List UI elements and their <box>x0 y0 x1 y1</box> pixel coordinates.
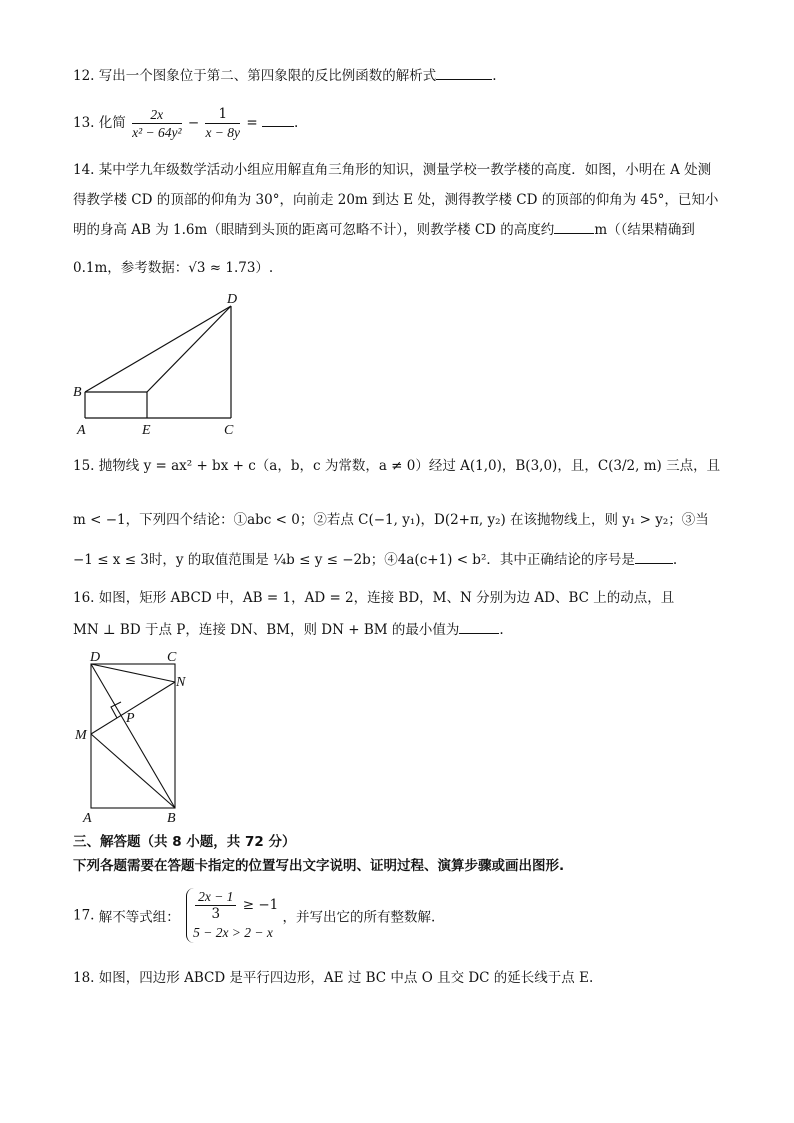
q13-f2-denominator: x − 8y <box>205 125 241 140</box>
q16-line-BD <box>91 664 175 808</box>
q14-line-2 <box>73 190 718 210</box>
q12-period: . <box>492 68 497 84</box>
q17-inequality-2: 5 − 2x > 2 − x <box>193 925 273 940</box>
q13-number: 13. <box>73 115 95 131</box>
q16-line-MN <box>91 682 175 734</box>
q16-label-P: P <box>126 711 135 726</box>
q17-inequality-1 <box>193 888 278 923</box>
q16-label-A: A <box>83 811 92 826</box>
q16-line-DN <box>91 664 175 682</box>
q18-text: 如图，四边形 ABCD 是平行四边形，AE 过 BC 中点 O 且交 DC 的延长线于点 E. <box>98 970 594 986</box>
q13-answer-blank[interactable] <box>262 114 294 127</box>
q14-label-C: C <box>224 423 234 438</box>
q17-ineq1-numerator: 2x − 1 <box>195 888 236 906</box>
q15-text-3: −1 ≤ x ≤ 3时，y 的取值范围是 ¼b ≤ y ≤ −2b；④4a(c+1) < b²．其中正确结论的序号是 <box>73 552 635 568</box>
q14-text-2: 得教学楼 CD 的顶部的仰角为 30°，向前走 20m 到达 E 处，测得教学楼 CD 的顶部的仰角为 45°，已知小 <box>73 192 719 208</box>
q16-number: 16. <box>73 590 95 606</box>
q12-number: 12. <box>73 68 95 84</box>
q16-period: . <box>499 622 504 638</box>
q17-suffix: ，并写出它的所有整数解. <box>282 909 436 926</box>
section-3-instruction: 下列各题需要在答题卡指定的位置写出文字说明、证明过程、演算步骤或画出图形. <box>73 858 565 874</box>
q16-text-1: 如图，矩形 ABCD 中，AB = 1，AD = 2，连接 BD，M、N 分别为边 AD、BC 上的动点，且 <box>98 590 675 606</box>
q16-label-B: B <box>167 811 176 826</box>
q17-inequality-system <box>186 888 278 943</box>
q14-label-E: E <box>142 423 151 438</box>
q14-label-A: A <box>77 423 86 438</box>
q16-label-D: D <box>90 650 101 665</box>
q14-text-4: 0.1m，参考数据：√3 ≈ 1.73）. <box>73 260 274 276</box>
q16-right-angle-mark <box>111 702 121 718</box>
q15-text-1: 抛物线 y = ax² + bx + c（a，b，c 为常数，a ≠ 0）经过 A(1,0)，B(3,0)，且，C(3/2, m) 三点，且 <box>98 458 721 474</box>
q17-number: 17. <box>73 907 95 924</box>
q14-label-D: D <box>227 292 238 307</box>
q14-number: 14. <box>73 162 95 178</box>
q18-number: 18. <box>73 970 95 986</box>
q14-text-3: 明的身高 AB 为 1.6m（眼睛到头顶的距离可忽略不计），则教学楼 CD 的高度约 <box>73 222 555 238</box>
q16-label-M: M <box>75 728 87 743</box>
q14-answer-blank[interactable] <box>554 221 594 234</box>
q15-text-2: m < −1，下列四个结论：①abc < 0；②若点 C(−1, y₁)，D(2+π, y₂) 在该抛物线上，则 y₁ > y₂；③当 <box>73 512 709 528</box>
q17-prefix: 解不等式组： <box>98 909 180 926</box>
question-17 <box>73 888 435 943</box>
q16-figure <box>70 646 200 826</box>
q13-prefix: 化简 <box>98 115 126 131</box>
q16-line-2 <box>73 620 504 640</box>
q16-text-2: MN ⊥ BD 于点 P，连接 DN、BM，则 DN + BM 的最小值为 <box>73 622 460 638</box>
q12-answer-blank[interactable] <box>436 67 492 80</box>
q13-fraction-2 <box>205 106 240 141</box>
q14-label-B: B <box>73 385 82 400</box>
q14-line-BD <box>85 306 231 392</box>
q15-answer-blank[interactable] <box>635 551 673 564</box>
q16-label-C: C <box>167 650 177 665</box>
q16-answer-blank[interactable] <box>459 621 499 634</box>
question-13 <box>73 106 298 141</box>
q17-ineq1-relation: ≥ −1 <box>242 897 279 913</box>
question-18 <box>73 968 593 988</box>
q14-line-1 <box>73 160 711 180</box>
q17-ineq1-denominator: 3 <box>211 906 221 922</box>
q13-minus: − <box>187 115 200 131</box>
q14-line-3 <box>73 220 695 240</box>
q15-line-3 <box>73 550 677 570</box>
q12-text: 写出一个图象位于第二、第四象限的反比例函数的解析式 <box>98 68 437 84</box>
q13-f1-numerator: 2x <box>132 106 181 124</box>
q16-line-BM <box>91 734 175 808</box>
q13-f1-denominator: x² − 64y² <box>132 125 182 140</box>
q14-line-4 <box>73 258 273 278</box>
q14-line-FD <box>147 306 231 392</box>
q15-number: 15. <box>73 458 95 474</box>
section-3-title: 三、解答题（共 8 小题，共 72 分） <box>73 834 296 850</box>
q13-period: . <box>293 115 299 131</box>
q13-f2-numerator: 1 <box>205 106 240 124</box>
q13-equals: = <box>246 115 258 131</box>
q14-text-3-end: m（（结果精确到 <box>594 222 695 238</box>
q15-period: . <box>672 552 678 568</box>
q17-fraction <box>195 888 236 923</box>
question-12 <box>73 66 497 86</box>
q15-line-2 <box>73 510 709 530</box>
q13-fraction-1 <box>132 106 181 141</box>
q14-text-1: 某中学九年级数学活动小组应用解直角三角形的知识，测量学校一教学楼的高度．如图，小明在 A 处测 <box>98 162 712 178</box>
q16-label-N: N <box>176 675 186 690</box>
q16-line-1 <box>73 588 674 608</box>
q15-line-1 <box>73 456 720 476</box>
q14-figure <box>70 288 250 438</box>
